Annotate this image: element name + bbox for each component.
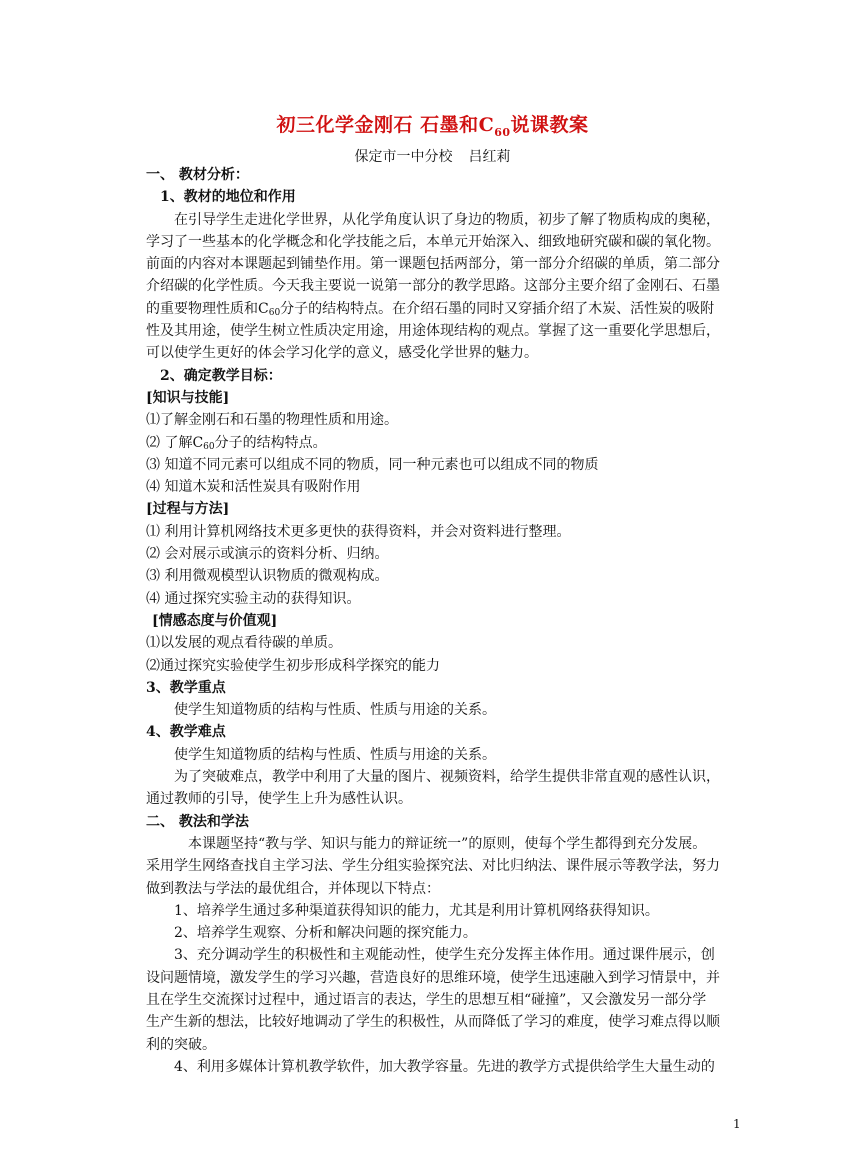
document-body [146, 164, 742, 1078]
title-subscript: 60 [494, 125, 511, 139]
paragraph-line: 前面的内容对本课题起到铺垫作用。第一课题包括两部分，第一部分介绍碳的单质，第二部分 [146, 256, 720, 273]
subsection-1-paragraph [146, 209, 742, 365]
knowledge-skills-heading: [知识与技能] [146, 389, 230, 406]
paragraph-line: 设问题情境，激发学生的学习兴趣，营造良好的思维环境，使学生迅速融入到学习情景中，并 [146, 969, 720, 986]
paragraph-line: 采用学生网络查找自主学习法、学生分组实验探究法、对比归纳法、课件展示等教学法，努力 [146, 858, 720, 875]
paragraph-line: 做到教法与学法的最优组合，并体现以下特点： [146, 880, 440, 897]
line-text: 分子的结构特点。在介绍石墨的同时又穿插介绍了木炭、活性炭的吸附 [280, 300, 715, 317]
author-school: 保定市一中分校 [354, 149, 453, 165]
emotion-values-heading: [情感态度与价值观] [152, 612, 278, 629]
line-text: 分子的结构特点。 [214, 434, 327, 451]
paragraph-line: 通过教师的引导，使学生上升为感性认识。 [146, 791, 412, 808]
knowledge-item-3: ⑶ 知道不同元素可以组成不同的物质，同一种元素也可以组成不同的物质 [146, 456, 599, 473]
document-title [0, 110, 865, 139]
paragraph-line: 介绍碳的化学性质。今天我主要说一说第一部分的教学思路。这部分主要介绍了金刚石、石墨 [146, 278, 720, 295]
emotion-item-2: ⑵通过探究实验使学生初步形成科学探究的能力 [146, 657, 440, 674]
line-text: 的重要物理性质和C [146, 300, 269, 317]
paragraph-line: 学习了一些基本的化学概念和化学技能之后，本单元开始深入、细致地研究碳和碳的氧化物。 [146, 233, 720, 250]
paragraph-line: 3、充分调动学生的积极性和主观能动性，使学生充分发挥主体作用。通过课件展示，创 [174, 947, 715, 964]
line-text: ⑵ 了解C [146, 434, 204, 451]
paragraph-line: 生产生新的想法，比较好地调动了学生的积极性，从而降低了学习的难度，使学习难点得以顺 [146, 1014, 720, 1031]
subsection-4-paragraph [146, 766, 742, 811]
author-name: 吕红莉 [468, 149, 511, 165]
subsection-4-text: 使学生知道物质的结构与性质、性质与用途的关系。 [174, 746, 496, 763]
title-tail: 说课教案 [510, 114, 589, 136]
paragraph-line [146, 298, 742, 320]
subsection-4-heading: 4、教学难点 [146, 724, 226, 741]
process-methods-heading: [过程与方法] [146, 501, 230, 518]
page-number: 1 [733, 1117, 741, 1131]
title-main: 初三化学金刚石 石墨和C [276, 114, 495, 136]
paragraph-line: 本课题坚持“教与学、知识与能力的辩证统一”的原则，使每个学生都得到充分发展。 [188, 835, 707, 852]
process-item-2: ⑵ 会对展示或演示的资料分析、归纳。 [146, 546, 389, 563]
feature-item-1: 1、培养学生通过多种渠道获得知识的能力，尤其是利用计算机网络获得知识。 [174, 902, 659, 919]
c60-subscript: 60 [203, 441, 215, 452]
c60-subscript: 60 [268, 307, 281, 318]
paragraph-line: 在引导学生走进化学世界，从化学角度认识了身边的物质，初步了解了物质构成的奥秘， [174, 211, 720, 228]
feature-item-3 [146, 944, 742, 1055]
section-2-heading: 二、 教法和学法 [146, 813, 249, 830]
subsection-1-heading: 1、教材的地位和作用 [160, 189, 296, 206]
author-line [0, 146, 865, 166]
subsection-3-text: 使学生知道物质的结构与性质、性质与用途的关系。 [174, 702, 496, 719]
paragraph-line: 且在学生交流探讨过程中，通过语言的表达，学生的思想互相“碰撞”，又会激发另一部分学 [146, 991, 707, 1008]
subsection-3-heading: 3、教学重点 [146, 679, 226, 696]
knowledge-item-2 [146, 432, 742, 454]
knowledge-item-1: ⑴了解金刚石和石墨的物理性质和用途。 [146, 412, 398, 429]
section-1-heading: 一、 教材分析： [146, 167, 249, 183]
paragraph-line: 可以使学生更好的体会学习化学的意义，感受化学世界的魅力。 [146, 345, 538, 362]
feature-item-2: 2、培养学生观察、分析和解决问题的探究能力。 [174, 925, 477, 942]
paragraph-line: 为了突破难点，教学中利用了大量的图片、视频资料，给学生提供非常直观的感性认识， [174, 769, 720, 786]
process-item-4: ⑷ 通过探究实验主动的获得知识。 [146, 590, 361, 607]
process-item-3: ⑶ 利用微观模型认识物质的微观构成。 [146, 568, 389, 585]
paragraph-line: 利的突破。 [146, 1036, 216, 1053]
process-item-1: ⑴ 利用计算机网络技术更多更快的获得资料，并会对资料进行整理。 [146, 523, 571, 540]
emotion-item-1: ⑴以发展的观点看待碳的单质。 [146, 635, 342, 652]
subsection-2-heading: 2、确定教学目标： [160, 367, 282, 384]
knowledge-item-4: ⑷ 知道木炭和活性炭具有吸附作用 [146, 479, 361, 496]
paragraph-line: 性及其用途，使学生树立性质决定用途，用途体现结构的观点。掌握了这一重要化学思想后， [146, 323, 720, 340]
feature-item-4: 4、利用多媒体计算机教学软件，加大教学容量。先进的教学方式提供给学生大量生动的 [174, 1058, 715, 1075]
section-2-intro [146, 833, 742, 900]
